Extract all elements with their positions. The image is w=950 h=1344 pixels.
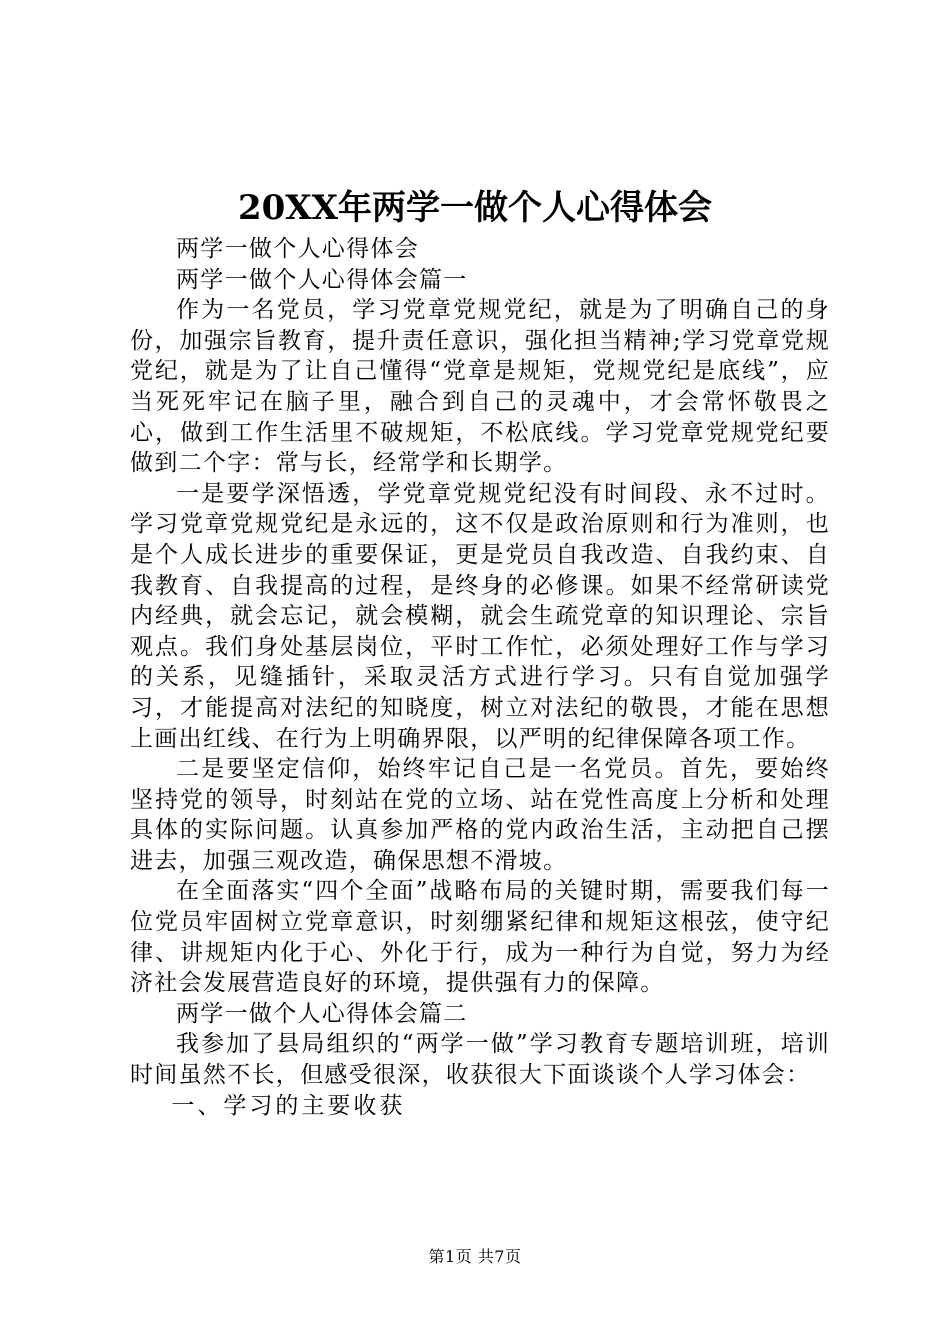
subsection-heading: 一、学习的主要收获 bbox=[171, 1092, 406, 1119]
body-paragraph: 二是要坚定信仰，始终牢记自己是一名党员。首先，要始终坚持党的领导，时刻站在党的立场、站在党性高度上分析和处理具体的实际问题。认真参加严格的党内政治生活，主动把自己摆进去，加强三观改造，确保思想不滑坡。 bbox=[130, 756, 830, 874]
section-heading-part-two: 两学一做个人心得体会篇二 bbox=[176, 1000, 468, 1027]
page-footer: 第1页 共7页 bbox=[428, 1247, 522, 1266]
section-heading-part-one: 两学一做个人心得体会篇一 bbox=[176, 266, 468, 293]
body-paragraph: 在全面落实“四个全面”战略布局的关键时期，需要我们每一位党员牢固树立党章意识，时刻绷紧纪律和规矩这根弦，使守纪律、讲规矩内化于心、外化于行，成为一种行为自觉，努力为经济社会发展营造良好的环境，提供强有力的保障。 bbox=[130, 878, 830, 997]
body-paragraph: 作为一名党员，学习党章党规党纪，就是为了明确自己的身份，加强宗旨教育，提升责任意识，强化担当精神;学习党章党规党纪，就是为了让自己懂得“党章是规矩，党规党纪是底线”，应当死死牢记在脑子里，融合到自己的灵魂中，才会常怀敬畏之心，做到工作生活里不破规矩，不松底线。学习党章党规党纪要做到二个字：常与长，经常学和长期学。 bbox=[130, 297, 830, 477]
intro-heading: 两学一做个人心得体会 bbox=[176, 236, 419, 262]
body-paragraph: 一是要学深悟透，学党章党规党纪没有时间段、永不过时。学习党章党规党纪是永远的，这不仅是政治原则和行为准则，也是个人成长进步的重要保证，更是党员自我改造、自我约束、自我教育、自我提高的过程，是终身的必修课。如果不经常研读党内经典，就会忘记，就会模糊，就会生疏党章的知识理论、宗旨观点。我们身处基层岗位，平时工作忙，必须处理好工作与学习的关系，见缝插针，采取灵活方式进行学习。只有自觉加强学习，才能提高对法纪的知晓度，树立对法纪的敬畏，才能在思想上画出红线、在行为上明确界限，以严明的纪律保障各项工作。 bbox=[130, 480, 830, 752]
document-title: 20XX年两学一做个人心得体会 bbox=[237, 188, 713, 228]
document-body bbox=[130, 234, 830, 1121]
body-paragraph: 我参加了县局组织的“两学一做”学习教育专题培训班，培训时间虽然不长，但感受很深，收获很大下面谈谈个人学习体会： bbox=[130, 1031, 830, 1089]
